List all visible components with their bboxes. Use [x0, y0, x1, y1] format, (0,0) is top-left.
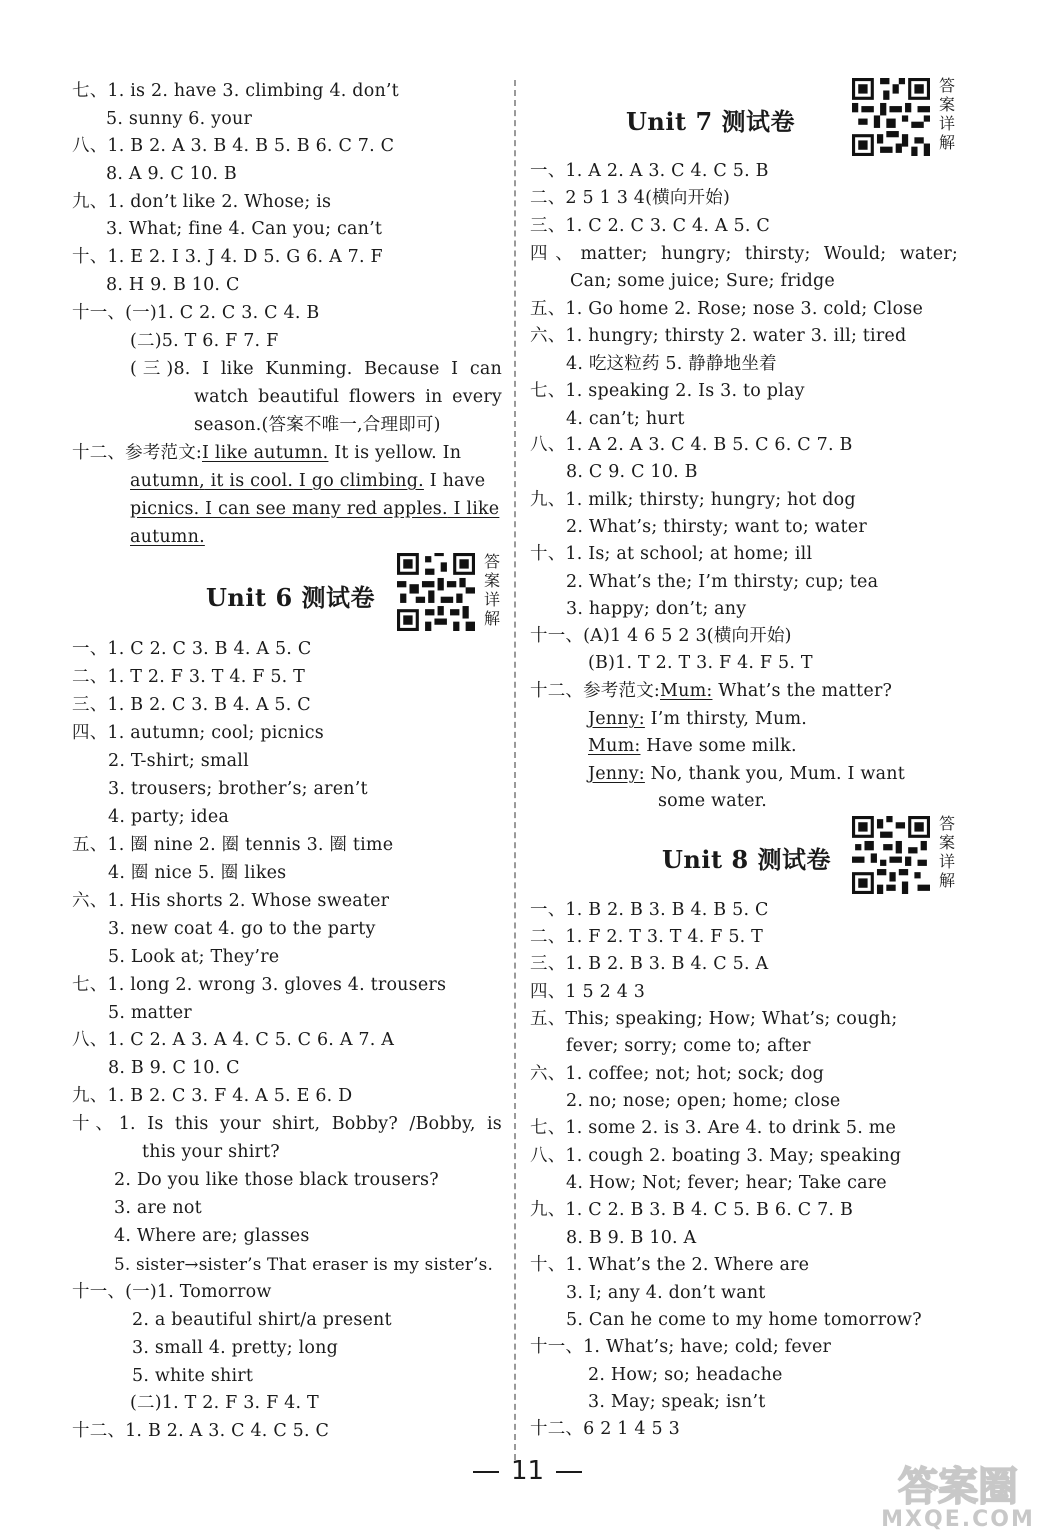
watermark-logo-icon: [868, 1456, 1048, 1532]
essay-sentence: it is cool.: [204, 471, 294, 491]
answer-line: watch beautiful flowers in every: [194, 387, 502, 407]
answer-line: 3. small 4. pretty; long: [132, 1338, 339, 1358]
dialogue-text: I’m thirsty, Mum.: [644, 709, 808, 729]
answer-line: 2. a beautiful shirt/a present: [132, 1310, 392, 1330]
essay-sentence: I have: [423, 471, 486, 491]
answer-line: 3. May; speak; isn’t: [588, 1392, 766, 1412]
answer-line: 8. C 9. C 10. B: [566, 462, 698, 482]
qr-code-icon[interactable]: [852, 816, 930, 894]
dialogue-speaker: Mum:: [660, 681, 713, 701]
answer-line: 九、1. milk; thirsty; hungry; hot dog: [530, 490, 856, 510]
answer-line: 十、1. Is; at school; at home; ill: [530, 544, 813, 564]
column-divider: [514, 80, 516, 1460]
essay-sentence: It is yellow.: [328, 443, 437, 463]
answer-line: 十一、(A)1 4 6 5 2 3(横向开始): [530, 626, 792, 646]
answer-line: 四、1 5 2 4 3: [530, 982, 646, 1002]
model-dialogue-line: [588, 707, 807, 731]
answer-line: 2. What’s the; I’m thirsty; cup; tea: [566, 572, 879, 592]
answer-line: 三、1. B 2. B 3. B 4. C 5. A: [530, 954, 769, 974]
answer-line: 八、1. B 2. A 3. B 4. B 5. B 6. C 7. C: [72, 136, 395, 156]
answer-line: 二、2 5 1 3 4(横向开始): [530, 188, 730, 208]
answer-line: (二)1. T 2. F 3. F 4. T: [130, 1393, 319, 1413]
answer-line: 8. H 9. B 10. C: [106, 275, 240, 295]
unit-6-title: Unit 6 测试卷: [206, 583, 375, 612]
answer-line: 五、1. Go home 2. Rose; nose 3. cold; Close: [530, 299, 924, 319]
qr-label: 答案详解: [483, 552, 500, 628]
answer-line: 九、1. C 2. B 3. B 4. C 5. B 6. C 7. B: [530, 1200, 854, 1220]
answer-line: 4. Where are; glasses: [114, 1226, 310, 1246]
model-dialogue-line: some water.: [658, 791, 768, 811]
dialogue-text: No, thank you, Mum. I want: [644, 764, 905, 784]
answer-line: 十二、6 2 1 4 5 3: [530, 1419, 680, 1439]
answer-line: 六、1. coffee; not; hot; sock; dog: [530, 1064, 825, 1084]
answer-line: 3. new coat 4. go to the party: [108, 919, 376, 939]
answer-line: 四、matter; hungry; thirsty; Would; water;: [530, 244, 958, 264]
answer-line: 2. How; so; headache: [588, 1365, 783, 1385]
page-number-dash: [473, 1471, 499, 1473]
essay-lead: 十二、参考范文:: [72, 443, 202, 463]
answer-line: 四、1. autumn; cool; picnics: [72, 723, 324, 743]
answer-line: 十、1. E 2. I 3. J 4. D 5. G 6. A 7. F: [72, 247, 383, 267]
answer-line: 8. B 9. B 10. A: [566, 1228, 697, 1248]
watermark-title: 答案圈: [898, 1464, 1018, 1510]
answer-line: 4. can’t; hurt: [566, 409, 685, 429]
dialogue-text: Have some milk.: [640, 736, 797, 756]
essay-sentence: picnics.: [130, 499, 200, 519]
essay-sentence: I can see many red apples.: [199, 499, 448, 519]
dialogue-speaker: Jenny:: [588, 764, 645, 784]
answer-line: 七、1. speaking 2. Is 3. to play: [530, 381, 805, 401]
answer-line: fever; sorry; come to; after: [566, 1036, 811, 1056]
answer-line: 2. Do you like those black trousers?: [114, 1170, 439, 1190]
dialogue-speaker: Jenny:: [588, 709, 645, 729]
answer-line: (三)8. I like Kunming. Because I can: [130, 359, 502, 379]
essay-sentence: autumn,: [130, 471, 205, 491]
model-dialogue-line: [588, 762, 905, 786]
answer-line: 8. A 9. C 10. B: [106, 164, 237, 184]
essay-sentence: In: [436, 443, 462, 463]
answer-line: 4. How; Not; fever; hear; Take care: [566, 1173, 887, 1193]
dialogue-text: What’s the matter?: [712, 681, 893, 701]
answer-line: 5. sunny 6. your: [106, 109, 253, 129]
answer-line: 5. Look at; They’re: [108, 947, 280, 967]
answer-line: 二、1. F 2. T 3. T 4. F 5. T: [530, 927, 764, 947]
answer-line: Can; some juice; Sure; fridge: [570, 271, 835, 291]
answer-line: 5. sister→sister’s That eraser is my sister’s.: [114, 1254, 494, 1274]
essay-sentence: I like autumn.: [202, 443, 329, 463]
answer-line: 九、1. B 2. C 3. F 4. A 5. E 6. D: [72, 1086, 353, 1106]
answer-line: 五、This; speaking; How; What’s; cough;: [530, 1009, 898, 1029]
answer-line: 一、1. A 2. A 3. C 4. C 5. B: [530, 161, 769, 181]
answer-line: 4. party; idea: [108, 807, 230, 827]
model-essay-line: [130, 469, 485, 493]
qr-code-icon[interactable]: [852, 78, 930, 156]
answer-line: 七、1. long 2. wrong 3. gloves 4. trousers: [72, 975, 447, 995]
answer-line: 三、1. B 2. C 3. B 4. A 5. C: [72, 695, 311, 715]
answer-line: 3. are not: [114, 1198, 202, 1218]
page-number-value: 11: [510, 1456, 545, 1486]
model-essay-line: [72, 441, 461, 465]
answer-line: 七、1. is 2. have 3. climbing 4. don’t: [72, 81, 399, 101]
answer-line: 5. matter: [108, 1003, 192, 1023]
answer-line: 八、1. A 2. A 3. C 4. B 5. C 6. C 7. B: [530, 435, 853, 455]
answer-line: 十、1. What’s the 2. Where are: [530, 1255, 810, 1275]
answer-line: 五、1. 圈 nine 2. 圈 tennis 3. 圈 time: [72, 835, 394, 855]
answer-line: 八、1. C 2. A 3. A 4. C 5. C 6. A 7. A: [72, 1030, 395, 1050]
answer-line: 3. happy; don’t; any: [566, 599, 747, 619]
answer-line: 八、1. cough 2. boating 3. May; speaking: [530, 1146, 902, 1166]
model-dialogue-line: [588, 734, 797, 758]
unit-8-title: Unit 8 测试卷: [662, 845, 831, 874]
answer-line: 十、1. Is this your shirt, Bobby? /Bobby, is: [72, 1114, 502, 1134]
answer-line: 十一、1. What’s; have; cold; fever: [530, 1337, 832, 1357]
watermark-url: MXQE.COM: [881, 1507, 1035, 1532]
answer-line: 4. 吃这粒药 5. 静静地坐着: [566, 354, 777, 374]
answer-line: 六、1. hungry; thirsty 2. water 3. ill; tired: [530, 326, 907, 346]
page-number-dash: [556, 1471, 582, 1473]
qr-label: 答案详解: [938, 814, 955, 890]
answer-line: 二、1. T 2. F 3. T 4. F 5. T: [72, 667, 306, 687]
model-essay-line: [130, 525, 205, 549]
qr-code-icon[interactable]: [397, 553, 475, 631]
model-essay-line: [130, 497, 499, 521]
answer-line: 4. 圈 nice 5. 圈 likes: [108, 863, 287, 883]
answer-line: 2. T-shirt; small: [108, 751, 249, 771]
essay-sentence: I like: [447, 499, 500, 519]
qr-label: 答案详解: [938, 76, 955, 152]
essay-sentence: I go climbing.: [293, 471, 424, 491]
answer-line: 十一、(一)1. C 2. C 3. C 4. B: [72, 303, 320, 323]
answer-line: 十一、(一)1. Tomorrow: [72, 1282, 272, 1302]
answer-line: 3. What; fine 4. Can you; can’t: [106, 219, 383, 239]
answer-line: 十二、1. B 2. A 3. C 4. C 5. C: [72, 1421, 330, 1441]
answer-line: 8. B 9. C 10. C: [108, 1058, 240, 1078]
answer-line: 3. trousers; brother’s; aren’t: [108, 779, 368, 799]
answer-line: 七、1. some 2. is 3. Are 4. to drink 5. me: [530, 1118, 897, 1138]
answer-line: 六、1. His shorts 2. Whose sweater: [72, 891, 390, 911]
answer-line: 2. What’s; thirsty; want to; water: [566, 517, 867, 537]
answer-line: (B)1. T 2. T 3. F 4. F 5. T: [588, 653, 813, 673]
answer-line: 5. white shirt: [132, 1366, 254, 1386]
answer-line: 九、1. don’t like 2. Whose; is: [72, 192, 332, 212]
model-dialogue-line: [530, 679, 892, 703]
answer-line: this your shirt?: [142, 1142, 280, 1162]
answer-line: 5. Can he come to my home tomorrow?: [566, 1310, 922, 1330]
dialogue-lead: 十二、参考范文:: [530, 681, 660, 701]
answer-line: 一、1. C 2. C 3. B 4. A 5. C: [72, 639, 312, 659]
answer-line: (二)5. T 6. F 7. F: [130, 331, 279, 351]
answer-line: 2. no; nose; open; home; close: [566, 1091, 841, 1111]
answer-line: 一、1. B 2. B 3. B 4. B 5. C: [530, 900, 769, 920]
answer-line: season.(答案不唯一,合理即可): [194, 415, 441, 435]
unit-7-title: Unit 7 测试卷: [626, 107, 795, 136]
essay-sentence: autumn.: [130, 527, 205, 547]
answer-line: 3. I; any 4. don’t want: [566, 1283, 766, 1303]
answer-line: 三、1. C 2. C 3. C 4. A 5. C: [530, 216, 770, 236]
dialogue-speaker: Mum:: [588, 736, 641, 756]
